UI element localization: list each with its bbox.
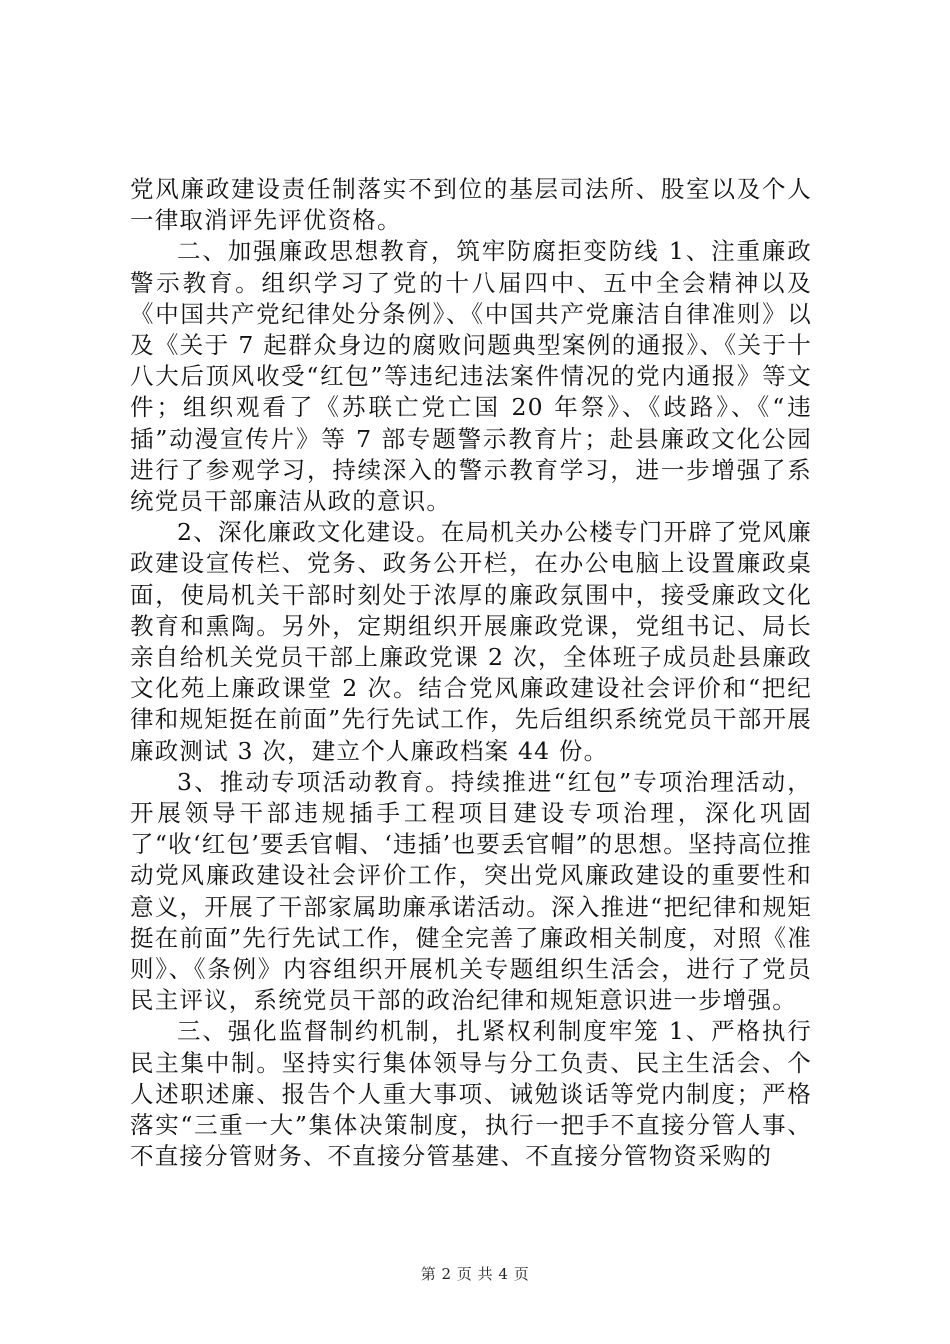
paragraph-continuation: 党风廉政建设责任制落实不到位的基层司法所、股室以及个人一律取消评先评优资格。: [130, 175, 812, 235]
paragraph-section-two: 二、加强廉政思想教育，筑牢防腐拒变防线 1、注重廉政警示教育。组织学习了党的十八届四中、五中全会精神以及《中国共产党纪律处分条例》、《中国共产党廉洁自律准则》以及《关于 7 起群众身边的腐败问题典型案例的通报》、《关于十八大后顶风收受“红包”等违纪违法案件情况的党内通报》等文件；组织观看了《苏联亡党亡国 20 年祭》、《歧路》、《“违插”动漫宣传片》等 7 部专题警示教育片；赴县廉政文化公园进行了参观学习，持续深入的警示教育学习，进一步增强了系统党员干部廉洁从政的意识。: [130, 237, 812, 516]
document-body: [130, 174, 812, 1173]
paragraph-culture-building: 2、深化廉政文化建设。在局机关办公楼专门开辟了党风廉政建设宣传栏、党务、政务公开栏，在办公电脑上设置廉政桌面，使局机关干部时刻处于浓厚的廉政氛围中，接受廉政文化教育和熏陶。另外，定期组织开展廉政党课，党组书记、局长亲自给机关党员干部上廉政党课 2 次，全体班子成员赴县廉政文化苑上廉政课堂 2 次。结合党风廉政建设社会评价和“把纪律和规矩挺在前面”先行先试工作，先后组织系统党员干部开展廉政测试 3 次，建立个人廉政档案 44 份。: [130, 518, 812, 765]
paragraph-section-three: 三、强化监督制约机制，扎紧权利制度牢笼 1、严格执行民主集中制。坚持实行集体领导与分工负责、民主生活会、个人述职述廉、报告个人重大事项、诫勉谈话等党内制度；严格落实“三重一大”集体决策制度，执行一把手不直接分管人事、不直接分管财务、不直接分管基建、不直接分管物资采购的: [130, 1017, 812, 1171]
page-footer: 第 2 页 共 4 页: [420, 1265, 530, 1283]
paragraph-special-activities: 3、推动专项活动教育。持续推进“红包”专项治理活动，开展领导干部违规插手工程项目建设专项治理，深化巩固了“收‘红包’要丢官帽、‘违插’也要丢官帽”的思想。坚持高位推动党风廉政建设社会评价工作，突出党风廉政建设的重要性和意义，开展了干部家属助廉承诺活动。深入推进“把纪律和规矩挺在前面”先行先试工作，健全完善了廉政相关制度，对照《准则》、《条例》内容组织开展机关专题组织生活会，进行了党员民主评议，系统党员干部的政治纪律和规矩意识进一步增强。: [130, 767, 812, 1015]
